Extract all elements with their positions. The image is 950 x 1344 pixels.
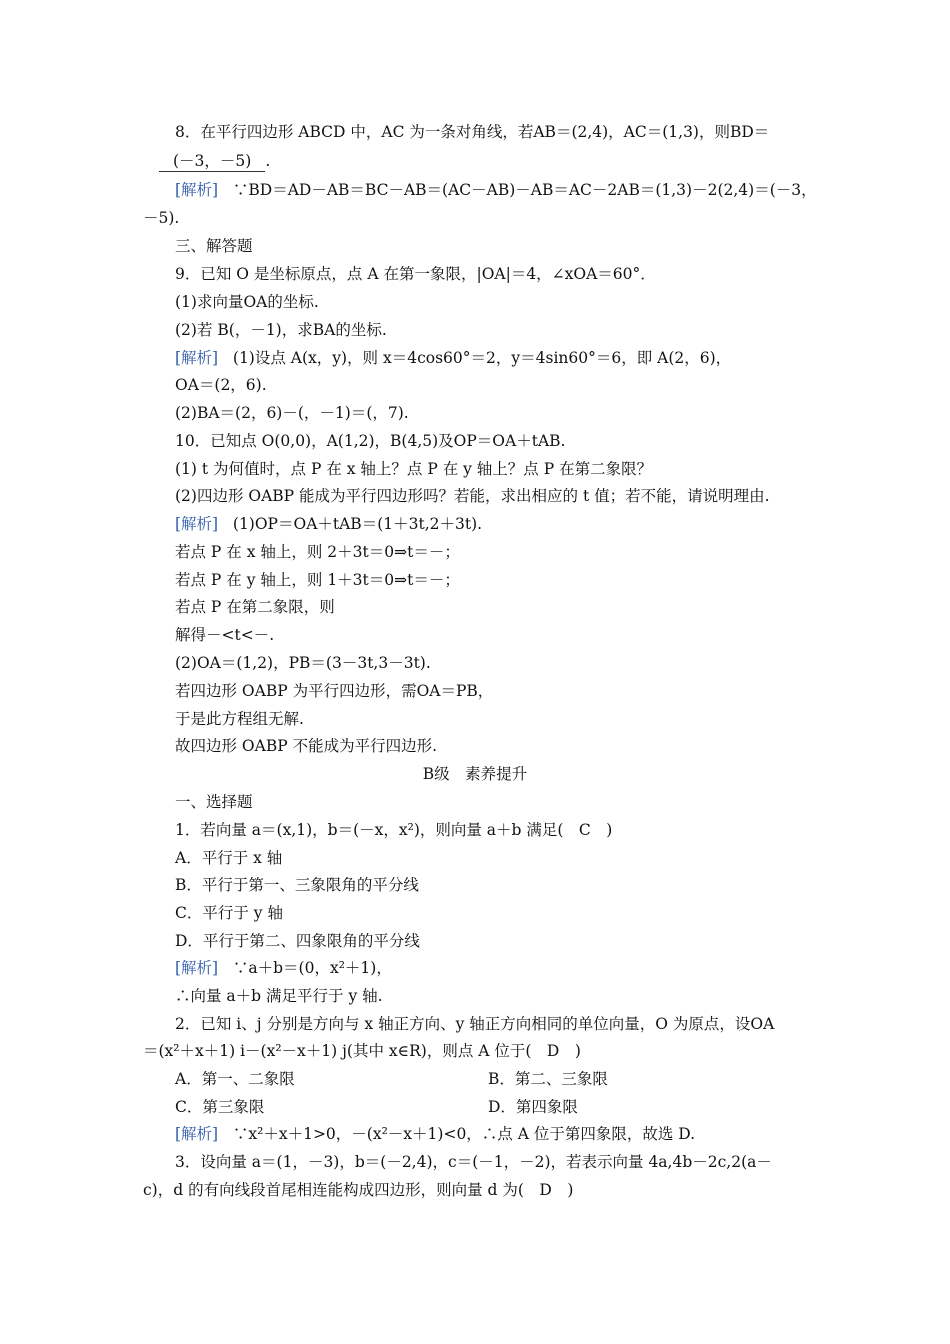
b2-option-c: C．第三象限 [175,1098,265,1116]
b1-option-d: D．平行于第二、四象限角的平分线 [175,932,420,950]
b2-analysis-tag: [解析] [175,1125,219,1143]
b1-text: 1．若向量 a＝(x,1)，b＝(－x，x²)，则向量 a＋b 满足( C ) [175,821,613,839]
q10-part2: (2)四边形 OABP 能成为平行四边形吗？若能，求出相应的 t 值；若不能，请说明理由. [175,487,770,505]
q9-part1: (1)求向量OA的坐标. [175,293,319,311]
level-b-heading: B级 素养提升 [422,765,528,783]
q10-solution-7: 若四边形 OABP 为平行四边形，需OA＝PB， [175,682,494,700]
q10-solution-4: 若点 P 在第二象限，则 [175,598,335,616]
q10-solution-3: 若点 P 在 y 轴上，则 1＋3t＝0⇒t＝－； [175,571,460,589]
q10-analysis-tag: [解析] [175,515,219,533]
q9-solution-2: OA＝(2，6). [175,376,267,394]
q10-solution-2: 若点 P 在 x 轴上，则 2＋3t＝0⇒t＝－； [175,543,460,561]
b1-analysis-tag: [解析] [175,959,219,977]
q10-solution [175,514,482,534]
q8-answer: (－3，－5) [159,151,265,172]
q8-solution [175,180,817,200]
q10-solution-8: 于是此方程组无解. [175,710,304,728]
q10-part1: (1) t 为何值时，点 P 在 x 轴上？点 P 在 y 轴上？点 P 在第二象限？ [175,460,653,478]
b2-solution-text: ∵x²＋x＋1>0，－(x²－x＋1)<0，∴点 A 位于第四象限，故选 D. [232,1125,696,1143]
b2-text: 2．已知 i、j 分别是方向与 x 轴正方向、y 轴正方向相同的单位向量，O 为原点，设OA [175,1015,775,1033]
q8-answer-line [159,151,270,172]
q10-solution-5: 解得－<t<－. [175,626,275,644]
b2-option-d: D．第四象限 [488,1098,578,1116]
b3-text: 3．设向量 a＝(1，－3)，b＝(－2,4)，c＝(－1，－2)，若表示向量 4a,4b－2c,2(a－ [175,1153,772,1171]
b2-option-a: A．第一、二象限 [175,1070,295,1088]
b1-option-c: C．平行于 y 轴 [175,904,283,922]
q9-part2: (2)若 B(，－1)，求BA的坐标. [175,321,387,339]
b3-text-cont: c)，d 的有向线段首尾相连能构成四边形，则向量 d 为( D ) [143,1181,574,1199]
q8-text: 8．在平行四边形 ABCD 中，AC 为一条对角线，若AB＝(2,4)，AC＝(1,3)，则BD＝ [175,123,770,141]
q10-solution-6: (2)OA＝(1,2)，PB＝(3－3t,3－3t). [175,654,431,672]
b1-option-a: A．平行于 x 轴 [175,849,283,867]
b1-solution-text: ∵a＋b＝(0，x²＋1)， [232,959,392,977]
b2-option-b: B．第二、三象限 [488,1070,608,1088]
q9-solution-3: (2)BA＝(2，6)－(，－1)＝(，7). [175,404,409,422]
q8-end: . [265,152,271,170]
q10-solution-9: 故四边形 OABP 不能成为平行四边形. [175,737,438,755]
q9-analysis-tag: [解析] [175,349,219,367]
q9-text: 9．已知 O 是坐标原点，点 A 在第一象限，|OA|＝4，∠xOA＝60°． [175,265,656,283]
b2-options-row1 [175,1069,295,1089]
b1-option-b: B．平行于第一、三象限角的平分线 [175,876,419,894]
q8-analysis-tag: [解析] [175,181,219,199]
b2-text-cont: ＝(x²＋x＋1) i－(x²－x＋1) j(其中 x∈R)，则点 A 位于( D ) [143,1042,581,1060]
b1-solution [175,958,392,978]
q10-solution-text: (1)OP＝OA＋tAB＝(1＋3t,2＋3t). [232,515,483,533]
q8-solution-cont: －5). [143,209,180,227]
q9-solution [175,348,731,368]
q10-text: 10．已知点 O(0,0)，A(1,2)，B(4,5)及OP＝OA＋tAB. [175,432,566,450]
q8-solution-text: ∵BD＝AD－AB＝BC－AB＝(AC－AB)－AB＝AC－2AB＝(1,3)－2(2,4)＝(－3， [232,181,817,199]
b1-solution-2: ∴向量 a＋b 满足平行于 y 轴. [175,987,383,1005]
section-heading-3: 三、解答题 [175,237,253,255]
section-heading-1: 一、选择题 [175,793,253,811]
b2-solution [175,1124,695,1144]
q9-solution-text: (1)设点 A(x，y)，则 x＝4cos60°＝2，y＝4sin60°＝6，即 A(2，6)， [232,349,732,367]
